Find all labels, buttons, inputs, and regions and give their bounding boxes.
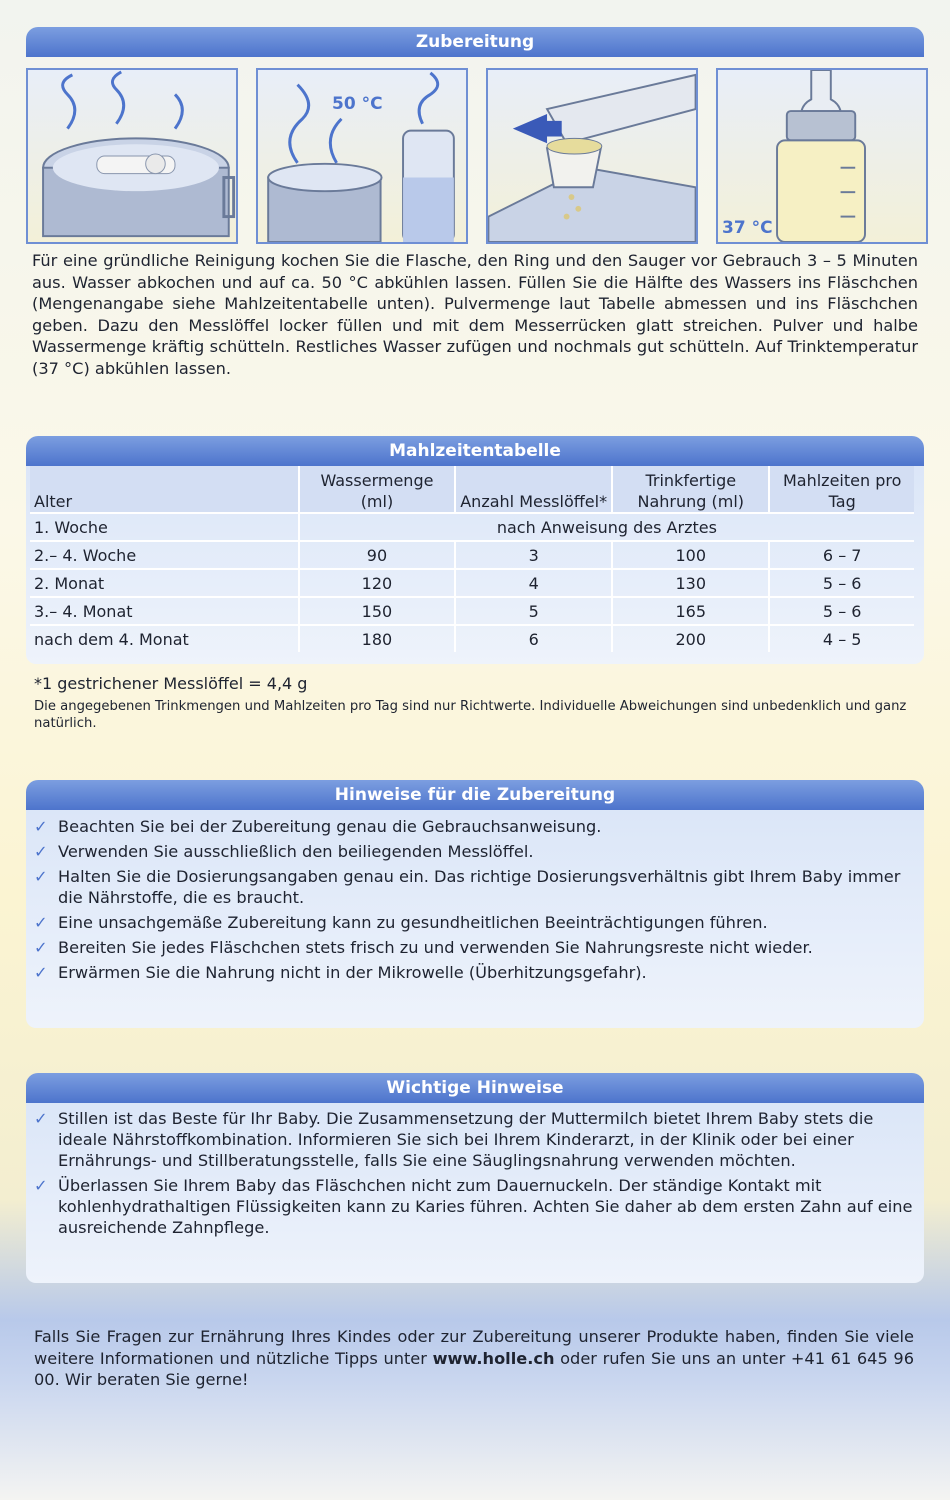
list-item-text: Beachten Sie bei der Zubereitung genau die Gebrauchsanweisung. [58,817,602,836]
contact-info [34,1326,914,1391]
list-item [34,912,914,933]
checkmark-icon: ✓ [34,1109,48,1128]
row-nahrung: 100 [612,541,769,569]
list-item-text: Verwenden Sie ausschließlich den beiliegenden Messlöffel. [58,842,534,861]
meal-table-header [30,466,914,513]
wichtige-header [26,1073,924,1103]
table-row [30,597,914,625]
list-item [34,937,914,958]
checkmark-icon: ✓ [34,867,48,886]
step-boil-image [26,68,238,244]
list-item [34,962,914,983]
row-messloeffel: 3 [455,541,612,569]
zubereitung-title: Zubereitung [415,32,535,52]
row-messloeffel: 5 [455,597,612,625]
list-item-text: Halten Sie die Dosierungsangaben genau ein. Das richtige Dosierungsverhältnis gibt Ihrem Baby immer die Nährstoffe, die es braucht. [58,867,901,907]
list-item [34,1108,914,1171]
list-item-text: Eine unsachgemäße Zubereitung kann zu gesundheitlichen Beeinträchtigungen führen. [58,913,768,932]
step-powder-image [486,68,698,244]
col-alter: Alter [30,466,299,513]
row-wassermenge: 180 [299,625,455,652]
row-age: 2. Monat [30,569,299,597]
step-cool-image [256,68,468,244]
table-row [30,513,914,541]
cool-temperature-label: 50 °C [332,94,383,114]
mahlzeiten-header [26,436,924,466]
wichtige-list [34,1108,914,1242]
row-wassermenge: 150 [299,597,455,625]
list-item-text: Bereiten Sie jedes Fläschchen stets frisch zu und verwenden Sie Nahrungsreste nicht wieder. [58,938,813,957]
row-messloeffel: 4 [455,569,612,597]
checkmark-icon: ✓ [34,1176,48,1195]
list-item-text: Stillen ist das Beste für Ihr Baby. Die Zusammensetzung der Muttermilch bietet Ihrem Baby stets die ideale Nährstoffkombination. Informieren Sie sich bei Ihrem Kinderarzt, in der Klinik oder bei einer Ernährungs- und Stillberatungsstelle, falls Sie eine Säuglingsnahrung verwenden möchten. [58,1109,874,1170]
table-row [30,541,914,569]
hinweise-title: Hinweise für die Zubereitung [334,785,616,805]
list-item-text: Überlassen Sie Ihrem Baby das Fläschchen nicht zum Dauernuckeln. Der ständige Kontakt mit kohlenhydrathaltigen Flüssigkeiten kann zu Karies führen. Achten Sie daher ab dem ersten Zahn auf eine ausreichende Zahnpflege. [58,1176,913,1237]
hinweise-list [34,816,914,987]
checkmark-icon: ✓ [34,817,48,836]
row-nahrung: 130 [612,569,769,597]
list-item-text: Erwärmen Sie die Nahrung nicht in der Mikrowelle (Überhitzungsgefahr). [58,963,647,982]
bottle-temperature-label: 37 °C [722,218,773,238]
row-age: 1. Woche [30,513,299,541]
checkmark-icon: ✓ [34,913,48,932]
table-row [30,569,914,597]
row-age: nach dem 4. Monat [30,625,299,652]
measuring-scoop-icon [488,70,696,242]
row-pro-tag: 6 – 7 [769,541,914,569]
preparation-instructions: Für eine gründliche Reinigung kochen Sie die Flasche, den Ring und den Sauger vor Gebrauch 3 – 5 Minuten aus. Wasser abkochen und auf ca. 50 °C abkühlen lassen. Füllen Sie die Hälfte des Wassers ins Fläschchen (Mengenangabe siehe Mahlzeitentabelle unten). Pulvermenge laut Tabelle abmessen und ins Fläschchen geben. Dazu den Messlöffel locker füllen und mit dem Messerrücken glatt streichen. Pulver und halbe Wassermenge kräftig schütteln. Restliches Wasser zufügen und nochmals gut schütteln. Auf Trinktemperatur (37 °C) abkühlen lassen. [32,251,918,378]
col-trinkfertige-nahrung: Trinkfertige Nahrung (ml) [612,466,769,513]
contact-text-before: Falls Sie Fragen zur Ernährung Ihres Kindes oder zur Zubereitung unserer Produkte haben, finden Sie viele weitere Informationen und nützliche Tipps unter [34,1327,914,1368]
boiling-pot-icon [28,70,236,242]
zubereitung-header [26,27,924,57]
row-age: 2.– 4. Woche [30,541,299,569]
contact-text-after: oder rufen Sie uns an unter +41 61 645 96 00. Wir beraten Sie gerne! [34,1348,914,1389]
row-pro-tag: 5 – 6 [769,597,914,625]
row-note: nach Anweisung des Arztes [299,513,914,541]
row-nahrung: 200 [612,625,769,652]
row-pro-tag: 5 – 6 [769,569,914,597]
table-row [30,625,914,652]
checkmark-icon: ✓ [34,842,48,861]
hinweise-header [26,780,924,810]
list-item [34,866,914,908]
disclaimer: Die angegebenen Trinkmengen und Mahlzeiten pro Tag sind nur Richtwerte. Individuelle Abweichungen sind unbedenklich und ganz natürlich. [34,699,907,731]
col-wassermenge: Wassermenge (ml) [299,466,455,513]
wichtige-title: Wichtige Hinweise [386,1078,564,1098]
footnote: *1 gestrichener Messlöffel = 4,4 g [34,674,308,693]
row-age: 3.– 4. Monat [30,597,299,625]
row-wassermenge: 90 [299,541,455,569]
website-link[interactable]: www.holle.ch [432,1348,555,1368]
row-nahrung: 165 [612,597,769,625]
list-item [34,1175,914,1238]
row-pro-tag: 4 – 5 [769,625,914,652]
list-item [34,841,914,862]
col-mahlzeiten-pro-tag: Mahlzeiten pro Tag [769,466,914,513]
step-bottle-image [716,68,928,244]
row-messloeffel: 6 [455,625,612,652]
meal-table [30,466,914,652]
baby-bottle-icon [718,70,926,242]
mahlzeiten-title: Mahlzeitentabelle [389,441,561,461]
checkmark-icon: ✓ [34,963,48,982]
col-messloeffel: Anzahl Messlöffel* [455,466,612,513]
list-item [34,816,914,837]
row-wassermenge: 120 [299,569,455,597]
checkmark-icon: ✓ [34,938,48,957]
